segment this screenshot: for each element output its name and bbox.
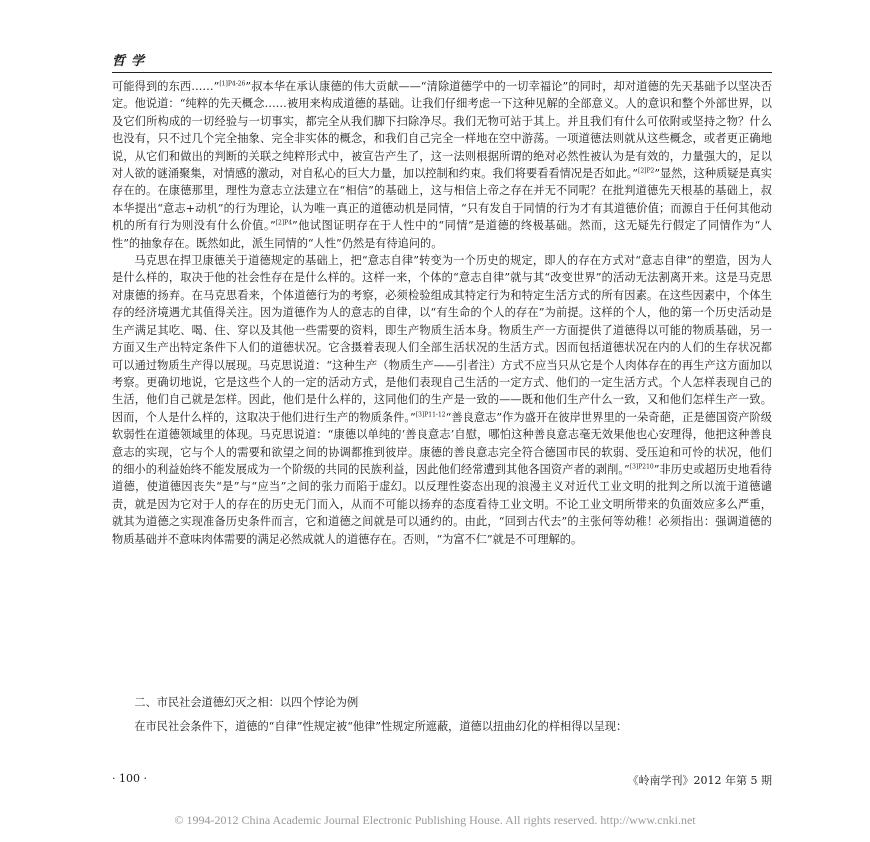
copyright-notice: © 1994-2012 China Academic Journal Electronic Publishing House. All rights reserved. http://www.cnki.net bbox=[174, 813, 696, 827]
footnote-mark: [3]P11-12 bbox=[415, 410, 446, 418]
section-heading: 二、市民社会道德幻灭之相：以四个悖论为例 bbox=[134, 696, 359, 709]
closing-paragraph: 在市民社会条件下，道德的“自律”性规定被“他律”性规定所遮蔽，道德以扭曲幻化的样相得以呈现： bbox=[134, 720, 628, 733]
article-body bbox=[112, 78, 772, 548]
paragraph-marx: 马克思在捍卫康德关于道德规定的基础上，把“意志自律”转变为一个历史的规定，即人的存在方式对“意志自律”的塑造，因为人是什么样的，取决于他的社会性存在是什么样的。这样一来，个体的“意志自律”就与其“改变世界”的活动无法割离开来。这是马克思对康德的扬弃。在马克思看来，个体道德行为的考察，必须检验组成其特定行为和特定生活方式的所有因素。在这些因素中，个体生存的经济境遇尤其值得关注。因为道德作为人的意志的自律，以“有生命的个人的存在”为前提。这样的个人，他的第一个历史活动是生产满足其吃、喝、住、穿以及其他一些需要的资料，即生产物质生活本身。物质生产一方面提供了道德得以可能的物质基础，另一方面又生产出特定条件下人们的道德状况。它含摄着表现人们全部生活状况的生活方式。因而包括道德状况在内的人们的生存状况都可以通过物质生产得以展现。马克思说道：“这种生产（物质生产——引者注）方式不应当只从它是个人肉体存在的再生产这方面加以考察。更确切地说，它是这些个人的一定的活动方式，是他们表现自己生活的一定方式、他们的一定生活方式。个人怎样表现自己的生活，他们自己就是怎样。因此，他们是什么样的，这同他们的生产是一致的——既和他们生产什么一致，又和他们怎样生产一致。因而，个人是什么样的，这取决于他们进行生产的物质条件。”$^{[3]P11-12}$“善良意志”作为盛开在彼岸世界里的一朵奇葩，正是德国资产阶级软弱性在道德领域里的体现。马克思说道：“康德以单纯的‘善良意志’自慰，哪怕这种善良意志毫无效果他也心安理得，他把这种善良意志的实现，它与个人的需要和欲望之间的协调都推到彼岸。康德的善良意志完全符合德国市民的软弱、受压迫和可怜的状况，他们的细小的利益始终不能发展成为一个阶级的共同的民族利益，因此他们经常遭到其他各国资产者的剥削。”$^{[3]P210}$”非历史或超历史地看待道德，使道德因丧失“是”与“应当”之间的张力而陷于虚幻。以反理性姿态出现的浪漫主义对近代工业文明的批判之所以流于道德谴责，就是因为它对于人的存在的历史无门而入，从而不可能以扬弃的态度看待工业文明。不论工业文明所带来的负面效应多么严重，就其为道德之实现准备历史条件而言，它和道德之间就是可以通约的。由此，“回到古代去”的主张何等幼稚！必须指出：强调道德的物质基础并不意味肉体需要的满足必然成就人的道德存在。否则，“为富不仁”就是不可理解的。 bbox=[112, 254, 772, 546]
footnote-mark: [1]P4-26 bbox=[219, 80, 246, 88]
page-number: · 100 · bbox=[112, 772, 147, 785]
paragraph-continued: 可能得到的东西……”$^{[1]P4-26}$”叔本华在承认康德的伟大贡献——“清除道德学中的一切幸福论”的同时，却对道德的先天基础予以坚决否定。他说道：“纯粹的先天概念……被用来构成道德的基础。让我们仔细考虑一下这种见解的全部意义。人的意识和整个外部世界，以及它们所构成的一切经验与一切事实，都完全从我们脚下扫除净尽。我们无物可站于其上。并且我们有什么可依附或坚持之物？什么也没有，只不过几个完全抽象、完全非实体的概念，和我们自己完全一样地在空中游荡。一项道德法则就从这些概念，或者更正确地说，从它们和做出的判断的关联之纯粹形式中，被宣告产生了，这一法则根据所谓的绝对必然性被认为是有效的，力量强大的，足以对人欲的谜涌聚集，对情感的激动，对自私心的巨大力量，加以控制和约束。我们将要看看情况是否如此。”$^{[2]P2}$”显然，这种质疑是真实存在的。在康德那里，理性为意志立法建立在“相信”的基础上，这与相信上帝之存在并无不同呢？在批判道德先天根基的基础上，叔本华提出“意志+动机”的行为理论，认为唯一真正的道德动机是同情，“只有发自于同情的行为才有其道德价值；而源自于任何其他动机的所有行为则没有什么价值。”$^{[2]P4}$”他试图证明存在于人性中的“同情”是道德的终极基础。然而，这无疑先行假定了同情作为“人性”的抽象存在。既然如此，派生同情的“人性”仍然是有待追问的。 bbox=[112, 80, 772, 250]
running-header bbox=[112, 50, 772, 73]
journal-issue: 《岭南学刊》2012 年第 5 期 bbox=[627, 774, 772, 787]
footnote-mark: [2]P2 bbox=[638, 167, 655, 175]
footnote-mark: [2]P4 bbox=[275, 219, 293, 227]
footnote-mark: [3]P210 bbox=[629, 463, 654, 471]
section-name: 哲学 bbox=[112, 54, 151, 69]
